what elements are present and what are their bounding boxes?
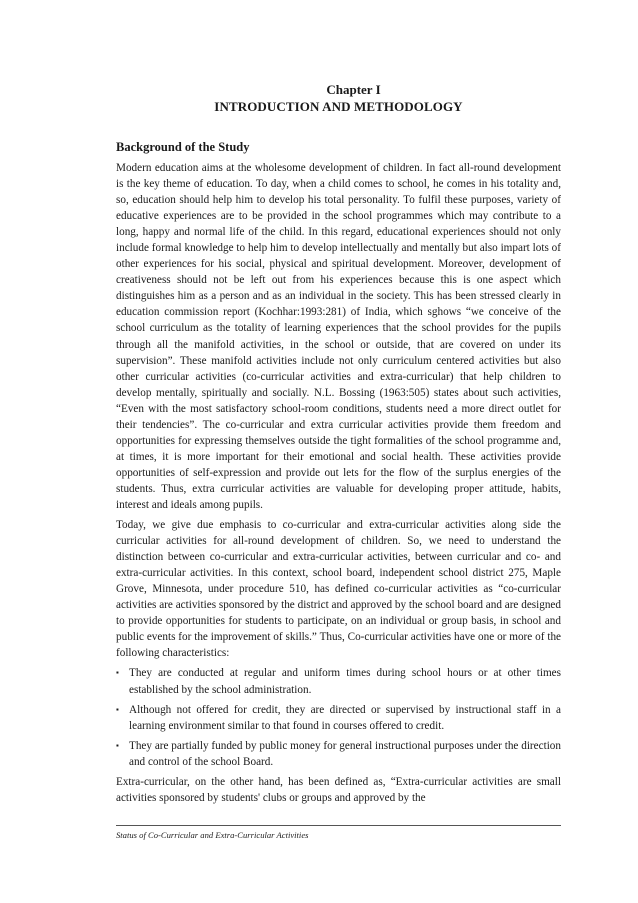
section-heading: Background of the Study xyxy=(116,140,250,154)
running-footer: Status of Co-Curricular and Extra-Curricular Activities xyxy=(116,830,309,840)
square-bullet-icon: ▪ xyxy=(116,668,119,678)
section-body xyxy=(116,160,561,810)
chapter-label: Chapter I xyxy=(326,82,381,97)
list-item-text: They are conducted at regular and uniform times during school hours or at other times established by the school administration. xyxy=(129,667,561,696)
footer-divider xyxy=(116,825,561,826)
list-item xyxy=(116,702,561,734)
list-item-text: They are partially funded by public money for general instructional purposes under the direction and control of the school Board. xyxy=(129,739,561,768)
paragraph-3: Extra-curricular, on the other hand, has been defined as, “Extra-curricular activities are small activities sponsored by students' clubs or groups and approved by the xyxy=(116,775,561,804)
paragraph-1: Modern education aims at the wholesome development of children. In fact all-round development is the key theme of education. To day, when a child comes to school, he comes in his totality and, so, education should help him to develop his total personality. To fulfil these purposes, variety of educative experiences are to be provided in the school programmes which may contribute to a long, happy and normal life of the child. In this regard, educational experiences should not only include formal knowledge to help him to develop intellectually and mentally but also impart lots of other experiences for his social, physical and spiritual development. Moreover, development of creativeness should not be left out from his experiences because this is one aspect which distinguishes him as a person and as an individual in the society. This has been stressed clearly in education commission report (Kochhar:1993:281) of India, which sghows “we conceive of the school curriculum as the totality of learning experiences that the school provides for the pupils through all the manifold activities, in the school or outside, that are covered on under its supervision”. These manifold activities include not only curriculum centered activities but also other curricular activities (co-curricular activities and extra-curricular) that help children to develop mentally, spiritually and socially. N.L. Bossing (1963:505) states about such activities, “Even with the most satisfactory school-room conditions, students need a more direct outlet for their tendencies”. The co-curricular and extra curricular activities provide them freedom and opportunities for expressing themselves outside the tight formalities of the school programme and, at times, it is more important for their emotional and social health. These activities provide opportunities of self-expression and provide out lets for the flow of the surplus energies of the students. Thus, extra curricular activities are valuable for developing proper attitude, habits, interest and ideals among pupils. xyxy=(116,162,561,511)
chapter-title: INTRODUCTION AND METHODOLOGY xyxy=(214,99,463,114)
list-item xyxy=(116,738,561,770)
square-bullet-icon: ▪ xyxy=(116,740,119,750)
paragraph-2: Today, we give due emphasis to co-curricular and extra-curricular activities along side the curricular activities for all-round development of children. So, we need to understand the distinction between co-curricular and extra-curricular activities, between curricular and co- and extra-curricular activities. In this context, school board, independent school district 275, Maple Grove, Minnesota, under procedure 510, has defined co-curricular activities as “co-curricular activities are activities sponsored by the district and approved by the school board and are designed to provide opportunities for students to participate, on an individual or group basis, in school and public events for the improvement of skills.” Thus, Co-curricular activities have one or more of the following characteristics: xyxy=(116,519,561,660)
characteristics-list xyxy=(116,665,561,769)
list-item xyxy=(116,665,561,697)
square-bullet-icon: ▪ xyxy=(116,704,119,714)
document-page xyxy=(116,0,561,903)
list-item-text: Although not offered for credit, they are directed or supervised by instructional staff in a learning environment similar to that found in courses offered to credit. xyxy=(129,703,561,732)
